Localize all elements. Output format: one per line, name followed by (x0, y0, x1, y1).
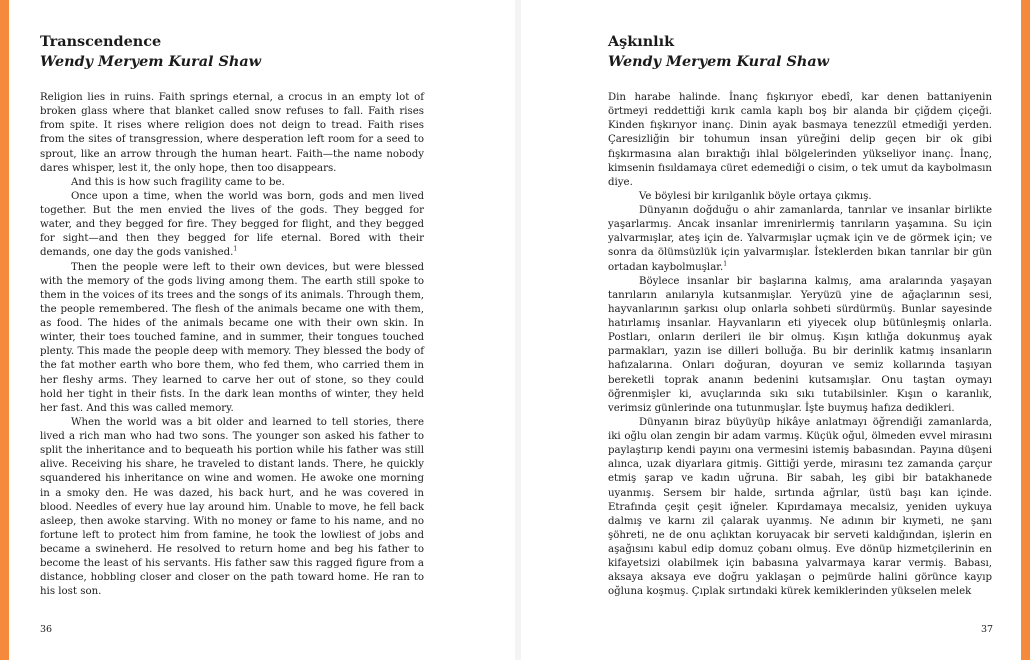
left-page-author: Wendy Meryem Kural Shaw (40, 53, 262, 70)
right-page-title: Aşkınlık (608, 33, 675, 50)
paragraph: When the world was a bit older and learned to tell stories, there lived a rich man who had two sons. The younger son asked his father to split the inheritance and to bequeath his portion while his father was still alive. Receiving his share, he traveled to distant lands. There, he quickly squandered his inheritance on wine and women. He awoke one morning in a smoky den. He was dazed, his back hurt, and he was covered in blood. Needles of every hue lay around him. Unable to move, he fell back asleep, then awoke starving. With no money or fame to his name, and no fortune left to protect him from famine, he took the lowliest of jobs and became a swineherd. He resolved to return home and beg his father to become the least of his servants. His father saw this ragged figure from a distance, hobbling closer and closer on the path toward home. He ran to his lost son. (40, 416, 424, 598)
left-page (40, 32, 424, 600)
paragraph-text: Once upon a time, when the world was born, gods and men lived together. But the men envied the lives of the gods. They begged for water, and they begged for fire. They begged for flight, and they begged for sight—and then they begged for life eternal. Bored with their demands, one day the gods vanished. (40, 190, 424, 259)
paragraph: Then the people were left to their own devices, but were blessed with the memory of the gods living among them. The earth still spoke to them in the voices of its trees and the songs of its animals. Through them, the people remembered. The flesh of the animals became one with them, as food. The hides of the animals became one with their own skin. In winter, their toes touched famine, and in summer, their tongues touched plenty. This made the people deep with memory. They blessed the body of the fat mother earth who bore them, who fed them, who carried them in her fleshy arms. They learned to carve her out of stone, so they could hold her tight in their fists. In the dark lean months of winter, they held her fast. And this was called memory. (40, 261, 424, 414)
paragraph: Ve böylesi bir kırılganlık böyle ortaya çıkmış. (639, 190, 872, 202)
right-page (608, 32, 992, 600)
footnote-mark: 1 (723, 260, 728, 268)
paragraph: Böylece insanlar bir başlarına kalmış, ama aralarında yaşayan tanrıların anılarıyla kutsanmışlar. Yeryüzü yine de ağaçlarının sesi, hayvanlarının şarkısı olup onlarla sohbeti sürdürmüş. Bunlar sayesinde hatırlamış insanlar. Hayvanların eti yiyecek olup bütünleşmiş onlarla. Postları, onların derileri ile bir olmuş. Kışın kıtlığa dokunmuş ayak parmakları, yazın ise dilleri bolluğa. Bu bir derinlik katmış insanların hafızalarına. Onları doğuran, doyuran ve semiz kollarında taşıyan bereketli toprak ananın bedenini kutsamışlar. Onu taştan oymayı öğrenmişler ki, avuçlarında sıkı sıkı tutabilsinler. Kışın o karanlık, verimsiz günlerinde ona tutunmuşlar. İşte buymuş hafıza dedikleri. (608, 275, 992, 414)
right-page-body (608, 91, 992, 600)
right-page-number: 37 (981, 624, 994, 635)
paragraph (608, 204, 992, 275)
footnote-mark: 1 (233, 245, 238, 253)
left-page-title: Transcendence (40, 33, 162, 50)
left-page-number: 36 (40, 624, 53, 635)
paragraph: Religion lies in ruins. Faith springs eternal, a crocus in an empty lot of broken glass where that blanket called snow refuses to fall. Faith rises from spite. It rises where religion does not deign to tread. Faith rises from the sites of transgression, where desperation left room for a seed to sprout, like an arrow through the human heart. Faith—the name nobody dares whisper, lest it, the only hope, then too disappears. (40, 92, 424, 174)
paragraph-text: Dünyanın doğduğu o ahir zamanlarda, tanrılar ve insanlar birlikte yaşarlarmış. Ancak insanlar imrenirlermiş tanrıların yaşamına. Su için yalvarmışlar, ateş için de. Yalvarmışlar uçmak için ve de görmek için; ve sonra da ölümsüzlük için yalvarmışlar. İsteklerden bıkan tanrılar bir gün ortadan kaybolmuşlar. (608, 205, 992, 273)
right-page-author: Wendy Meryem Kural Shaw (608, 53, 830, 70)
paragraph: Dünyanın biraz büyüyüp hikâye anlatmayı öğrendiği zamanlarda, iki oğlu olan zengin bir adam varmış. Küçük oğul, ölmeden evvel mirasını paylaştırıp kendi payını ona vermesini istemiş babasından. Payına düşeni alınca, uzak diyarlara gitmiş. Gittiği yerde, mirasını tez zamanda çarçur etmiş şarap ve kadın uğruna. Bir sabah, leş gibi bir batakhanede uyanmış. Sersem bir halde, sırtında ağrılar, üstü başı kan içinde. Etrafında çeşit çeşit iğneler. Kıpırdamaya mecalsiz, yeniden uykuya dalmış ve karnı zil çalarak uyanmış. Ne adının bir kıymeti, ne şanı şöhreti, ne de onu açlıktan koruyacak bir serveti kaldığından, işlerin en aşağısını kabul edip domuz çobanı olmuş. Eve dönüp hizmetçilerinin en kifayetsizi olabilmek için babasına yalvarmaya karar vermiş. Babası, aksaya aksaya eve doğru yaklaşan o pejmürde halini görünce kayıp oğluna koşmuş. Çıplak sırtındaki kürek kemiklerinden yükselen melek (608, 416, 992, 598)
paragraph: And this is how such fragility came to be. (71, 176, 285, 188)
paragraph (40, 190, 424, 261)
left-page-body (40, 91, 424, 600)
book-gutter (515, 0, 521, 660)
paragraph: Din harabe halinde. İnanç fışkırıyor ebedî, kar denen battaniyenin örtmeyi reddettiği kırık camla kaplı boş bir alanda bir çiğdem çiçeği. Kinden fışkırıyor inanç. Dinin ayak basmaya tenezzül etmediği yerden. Çaresizliğin bir tohumun insan yüreğini delip geçen bir ok gibi fışkırmasına alan bıraktığı ihlal bölgelerinden yükseliyor inanç. İnanç, kimsenin fısıldamaya cüret edemediği o cisim, o tek umut da kaybolmasın diye. (608, 92, 992, 188)
